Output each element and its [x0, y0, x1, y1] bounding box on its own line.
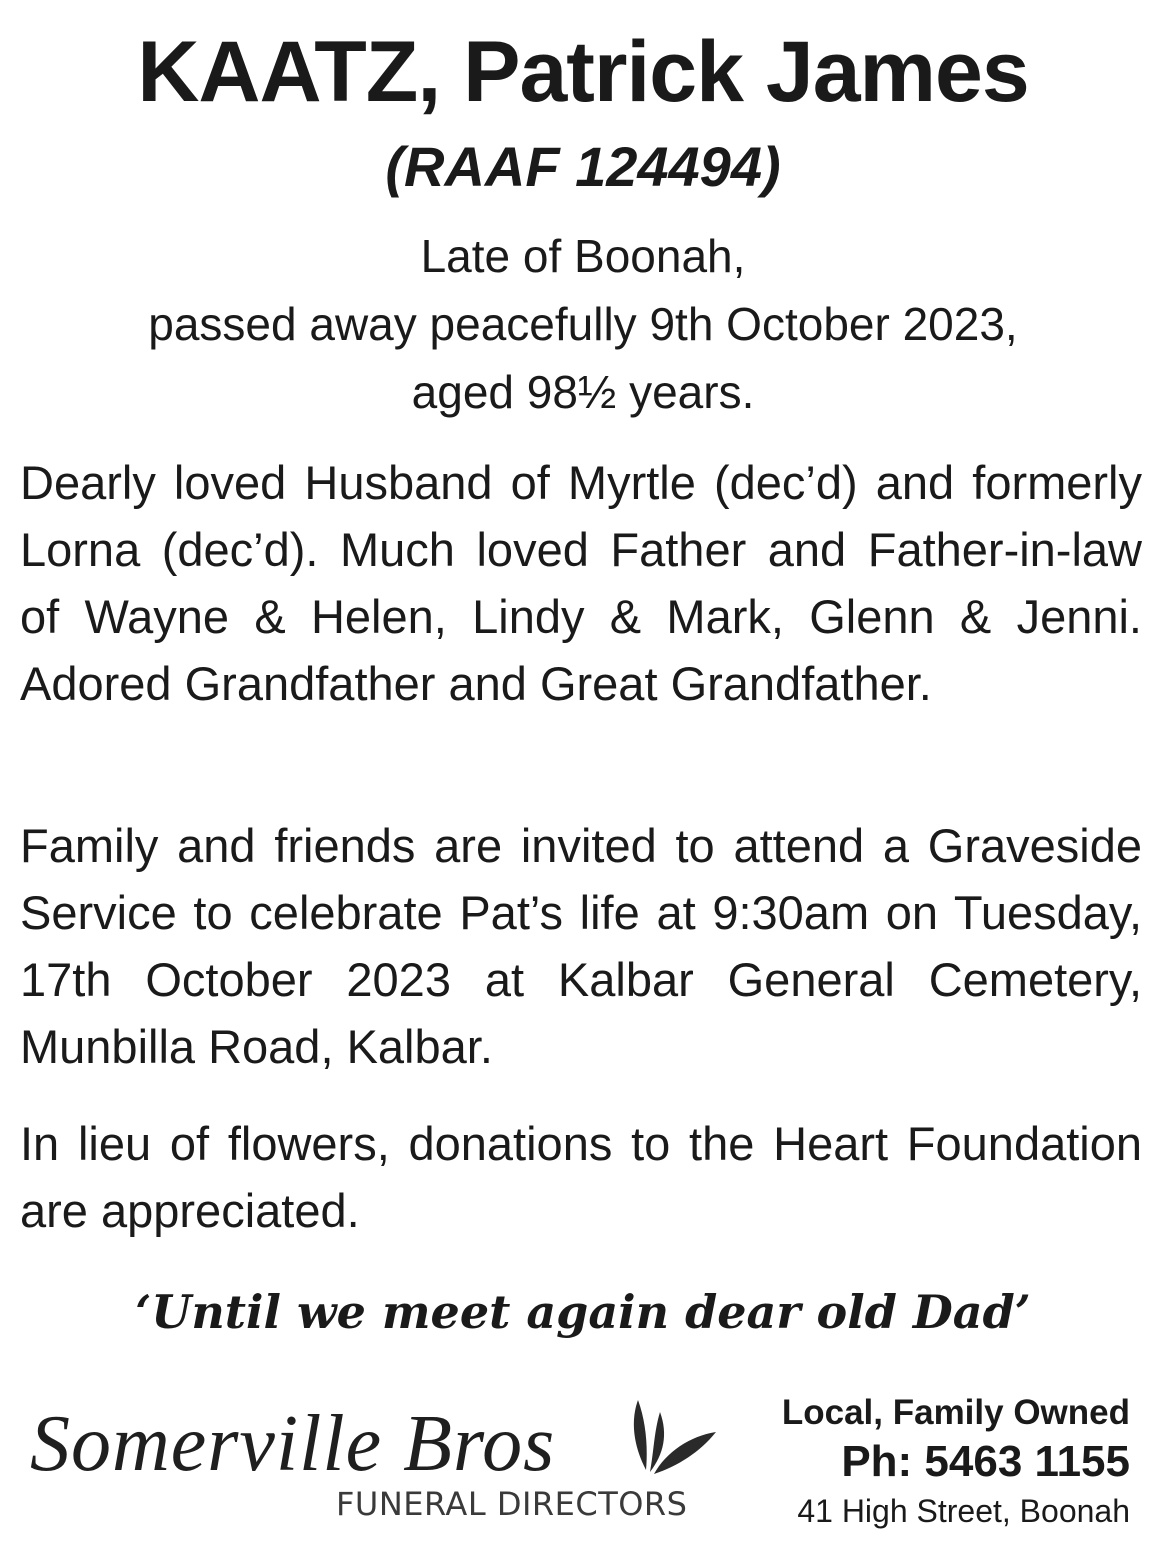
leaves-icon	[620, 1392, 720, 1482]
service-number: (RAAF 124494)	[385, 135, 781, 198]
contact-block	[736, 1392, 1130, 1532]
tagline: Local, Family Owned	[781, 1393, 1130, 1432]
family-paragraph: Dearly loved Husband of Myrtle (dec’d) and formerly Lorna (dec’d). Much loved Father and Father-in-law of Wayne & Helen, Lindy & Mark, Glenn & Jenni. Adored Grandfather and Great Grandfather.	[20, 456, 1142, 710]
late-line: aged 98½ years.	[411, 366, 755, 418]
address: 41 High Street, Boonah	[797, 1493, 1130, 1529]
late-of-block	[0, 222, 1166, 426]
late-line: passed away peacefully 9th October 2023,	[148, 298, 1018, 350]
service-paragraph: Family and friends are invited to attend a Graveside Service to celebrate Pat’s life at 9:30am on Tuesday, 17th October 2023 at Kalbar General Cemetery, Munbilla Road, Kalbar.	[20, 819, 1142, 1073]
logo-script: Somerville Bros	[30, 1400, 556, 1488]
verse: ‘Until we meet again dear old Dad’	[135, 1285, 1031, 1339]
phone-number: Ph: 5463 1155	[841, 1437, 1130, 1486]
funeral-director-logo	[30, 1392, 730, 1532]
logo-subtitle: FUNERAL DIRECTORS	[336, 1485, 688, 1523]
donations-paragraph: In lieu of flowers, donations to the Heart Foundation are appreciated.	[20, 1117, 1142, 1237]
deceased-name: KAATZ, Patrick James	[137, 24, 1029, 120]
late-line: Late of Boonah,	[420, 230, 746, 282]
